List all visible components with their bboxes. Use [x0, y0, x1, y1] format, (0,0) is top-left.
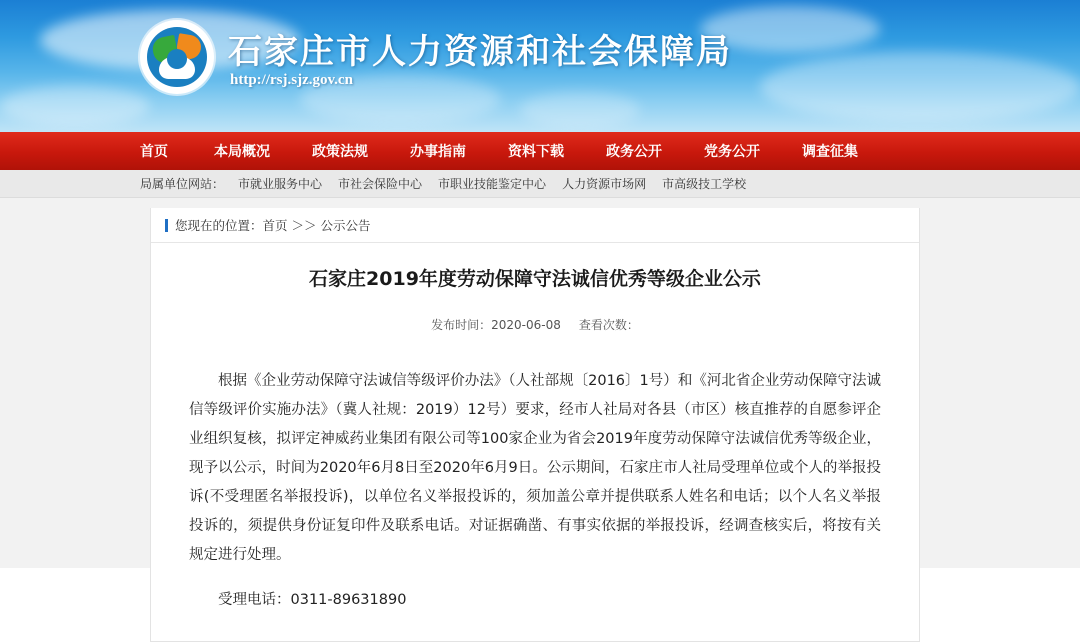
nav-item-home[interactable]: 首页	[140, 144, 168, 160]
nav-item-policy[interactable]: 政策法规	[312, 144, 368, 160]
cloud-decoration	[0, 86, 150, 126]
publish-time-label: 发布时间：	[431, 317, 492, 332]
breadcrumb-text	[175, 216, 371, 234]
article-body	[189, 367, 881, 615]
affiliated-site-hr-market[interactable]: 人力资源市场网	[562, 177, 647, 191]
affiliated-site-skill-appraisal-center[interactable]: 市职业技能鉴定中心	[438, 177, 547, 191]
site-banner	[0, 0, 1080, 132]
affiliated-site-technical-school[interactable]: 市高级技工学校	[662, 177, 747, 191]
cloud-decoration	[520, 92, 640, 128]
logo-petal-blue	[167, 49, 187, 69]
site-url[interactable]: http://rsj.sjz.gov.cn	[230, 72, 353, 88]
affiliated-sites-bar	[0, 170, 1080, 198]
article-paragraph: 根据《企业劳动保障守法诚信等级评价办法》（人社部规〔2016〕1号）和《河北省企业劳动保障守法诚信等级评价实施办法》（冀人社规：2019）12号）要求，经市人社局对各县（市区）核直推荐的自愿参评企业组织复核，拟评定神威药业集团有限公司等100家企业为省会2019年度劳动保障守法诚信优秀等级企业，现予以公示，时间为2020年6月8日至2020年6月9日。公示期间，石家庄市人社局受理单位或个人的举报投诉(不受理匿名举报投诉)，以单位名义举报投诉的，须加盖公章并提供联系人姓名和电话；以个人名义举报投诉的，须提供身份证复印件及联系电话。对证据确凿、有事实依据的举报投诉，经调查核实后，将按有关规定进行处理。	[189, 372, 881, 563]
breadcrumb-home[interactable]: 首页	[262, 218, 288, 233]
views-label: 查看次数：	[578, 317, 639, 332]
main-nav	[0, 132, 1080, 170]
nav-item-downloads[interactable]: 资料下载	[508, 144, 564, 160]
site-logo-icon[interactable]	[140, 20, 214, 94]
breadcrumb-separator: ＞＞	[291, 218, 317, 233]
article-title: 石家庄2019年度劳动保障守法诚信优秀等级企业公示	[309, 268, 761, 290]
article-meta	[189, 316, 881, 333]
breadcrumb-prefix: 您现在的位置：	[175, 218, 263, 233]
nav-item-survey[interactable]: 调查征集	[802, 144, 858, 160]
breadcrumb	[151, 208, 919, 243]
cloud-decoration	[760, 52, 1080, 122]
affiliated-sites-label: 局属单位网站：	[140, 177, 225, 191]
breadcrumb-marker-icon	[165, 219, 168, 232]
logo-inner	[147, 27, 207, 87]
nav-item-guide[interactable]: 办事指南	[410, 144, 466, 160]
nav-item-about[interactable]: 本局概况	[214, 144, 270, 160]
nav-item-government-affairs[interactable]: 政务公开	[606, 144, 662, 160]
site-title: 石家庄市人力资源和社会保障局	[228, 32, 732, 72]
publish-time-value: 2020-06-08	[491, 317, 561, 332]
content-area	[0, 198, 1080, 608]
breadcrumb-current[interactable]: 公示公告	[320, 218, 371, 233]
article-card	[150, 208, 920, 642]
nav-item-party-affairs[interactable]: 党务公开	[704, 144, 760, 160]
article-paragraph: 受理电话：0311‐89631890	[218, 591, 407, 608]
affiliated-site-employment-center[interactable]: 市就业服务中心	[238, 177, 323, 191]
article	[151, 243, 919, 641]
affiliated-site-social-insurance-center[interactable]: 市社会保险中心	[338, 177, 423, 191]
